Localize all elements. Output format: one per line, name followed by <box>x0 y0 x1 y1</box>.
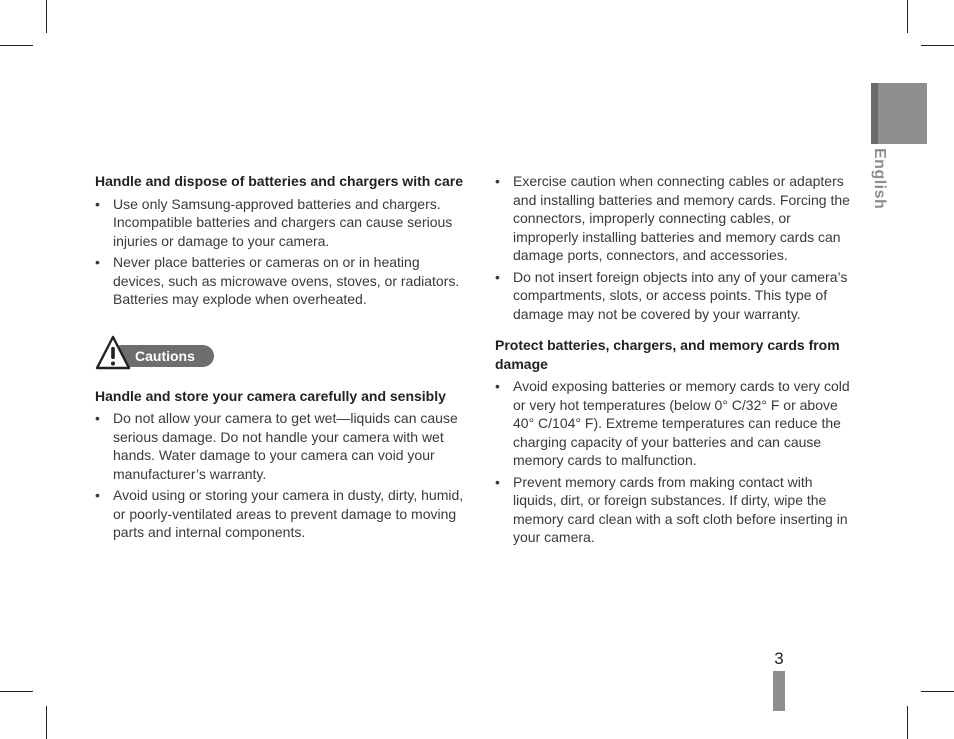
language-tab-stripe <box>871 83 878 144</box>
left-column <box>95 172 465 545</box>
crop-mark <box>921 691 954 692</box>
crop-mark <box>921 45 954 46</box>
crop-mark <box>0 45 33 46</box>
crop-mark <box>46 706 47 739</box>
list-item: • Exercise caution when connecting cables or adapters and installing batteries and memory cards. Forcing the connectors, improperly connecting cables, or improperly installing batteries and memory cards can damage ports, connectors, and accessories. <box>495 172 857 265</box>
cautions-banner <box>95 335 465 371</box>
warning-triangle-icon <box>95 335 131 371</box>
cautions-label: Cautions <box>135 347 195 364</box>
section-heading: Handle and dispose of batteries and chargers with care <box>95 173 463 189</box>
crop-mark <box>0 691 33 692</box>
bullet-list <box>95 409 465 542</box>
crop-mark <box>907 706 908 739</box>
list-item: • Do not insert foreign objects into any of your camera’s compartments, slots, or access points. This type of damage may not be covered by your warranty. <box>495 268 857 324</box>
section-heading: Handle and store your camera carefully and sensibly <box>95 387 446 404</box>
page-number-bar <box>773 671 785 711</box>
bullet-list <box>95 195 465 309</box>
section-heading: Protect batteries, chargers, and memory cards from damage <box>495 337 840 372</box>
list-item: • Do not allow your camera to get wet—liquids can cause serious damage. Do not handle your camera with wet hands. Water damage to your camera can void your manufacturer’s warranty. <box>95 409 465 483</box>
list-item: • Prevent memory cards from making contact with liquids, dirt, or foreign substances. If dirty, wipe the memory card clean with a soft cloth before inserting in your camera. <box>495 473 857 547</box>
bullet-list <box>495 172 857 323</box>
crop-mark <box>907 0 908 33</box>
list-item: • Never place batteries or cameras on or in heating devices, such as microwave ovens, stoves, or radiators. Batteries may explode when overheated. <box>95 253 465 309</box>
list-item: • Avoid using or storing your camera in dusty, dirty, humid, or poorly-ventilated areas to prevent damage to moving parts and internal components. <box>95 486 465 542</box>
language-tab <box>871 83 927 144</box>
list-item: • Avoid exposing batteries or memory cards to very cold or very hot temperatures (below 0° C/32° F or above 40° C/104° F). Extreme temperatures can reduce the charging capacity of your batteries and can cause memory cards to malfunction. <box>495 377 857 470</box>
page-number: 3 <box>774 649 784 668</box>
crop-mark <box>46 0 47 33</box>
list-item: • Use only Samsung-approved batteries and chargers. Incompatible batteries and chargers can cause serious injuries or damage to your camera. <box>95 195 465 251</box>
right-column <box>495 172 857 550</box>
language-label: English <box>871 148 888 210</box>
bullet-list <box>495 377 857 547</box>
